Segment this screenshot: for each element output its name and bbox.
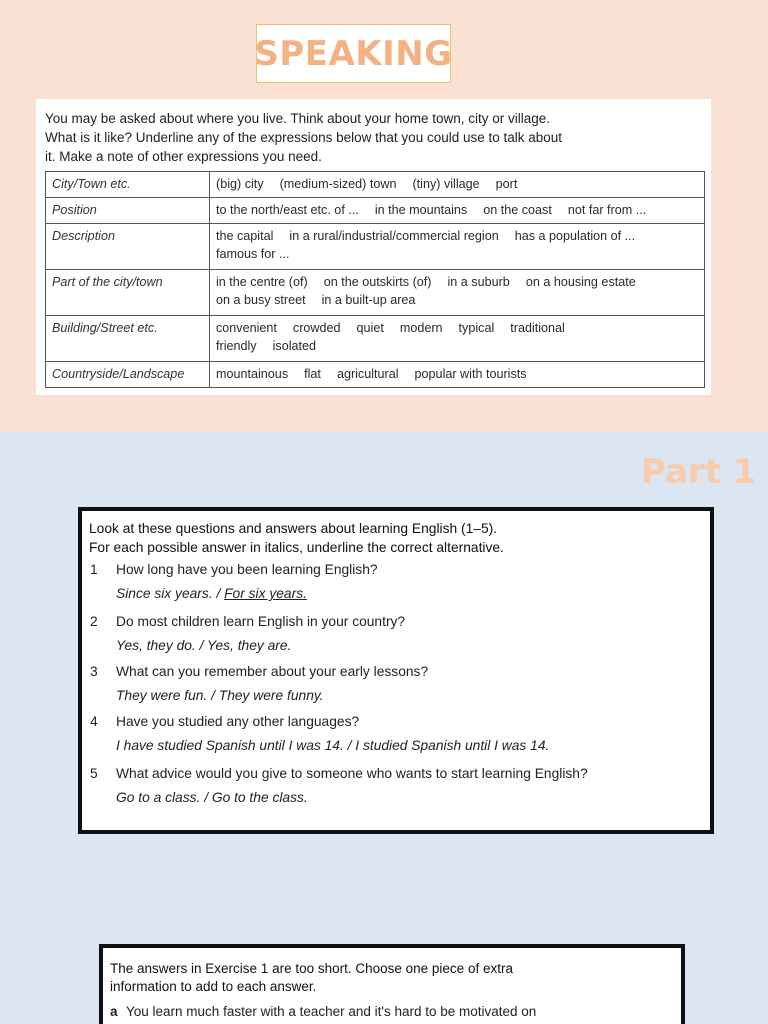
answer-separator: /: [207, 688, 219, 703]
top-panel: [0, 0, 768, 432]
exercise-2-heading-line2: information to add to each answer.: [110, 979, 317, 994]
table-row: [46, 198, 705, 224]
answer-option: They were fun.: [116, 688, 208, 703]
vocabulary-worksheet: [36, 99, 711, 395]
expression: typical: [458, 321, 495, 335]
expression: convenient: [216, 321, 277, 335]
question-number: 2: [90, 614, 98, 629]
expression: in a rural/industrial/commercial region: [289, 229, 499, 243]
expression: in a suburb: [447, 275, 510, 289]
question-text: What advice would you give to someone who wants to start learning English?: [116, 766, 588, 781]
answer-option: Yes, they are.: [207, 638, 292, 653]
expression: crowded: [292, 321, 341, 335]
category-cell: City/Town etc.: [46, 172, 210, 198]
question-text: Have you studied any other languages?: [116, 714, 360, 729]
expression: quiet: [356, 321, 384, 335]
expressions-cell: [210, 270, 705, 316]
answer-option: Since six years.: [116, 586, 213, 601]
expression: flat: [304, 367, 321, 381]
answer-option: I studied Spanish until I was 14.: [355, 738, 550, 753]
category-cell: Description: [46, 224, 210, 270]
table-row: [46, 172, 705, 198]
expression: in the mountains: [374, 203, 468, 217]
expression: (medium-sized) town: [279, 177, 397, 191]
question-2: [90, 613, 405, 631]
answer-separator: /: [343, 738, 356, 753]
question-text: Do most children learn English in your country?: [116, 614, 406, 629]
expressions-cell: [210, 224, 705, 270]
category-cell: Countryside/Landscape: [46, 362, 210, 388]
answer-options: [116, 586, 307, 601]
answer-options: [116, 688, 324, 703]
exercise-1-heading-line1: Look at these questions and answers about learning English (1–5).: [89, 521, 498, 536]
expression: modern: [399, 321, 443, 335]
category-cell: Building/Street etc.: [46, 316, 210, 362]
question-number: 5: [90, 766, 98, 781]
exercise-2-box: [99, 944, 685, 1024]
page-title: SPEAKING: [254, 33, 453, 74]
question-1: [90, 561, 378, 579]
expressions-cell: [210, 172, 705, 198]
expressions-cell: [210, 198, 705, 224]
answer-option: Go to a class.: [116, 790, 201, 805]
expression: on the outskirts (of): [323, 275, 432, 289]
category-cell: Position: [46, 198, 210, 224]
expression: in the centre (of): [216, 275, 308, 289]
question-text: How long have you been learning English?: [116, 562, 378, 577]
question-number: 1: [90, 562, 98, 577]
category-cell: Part of the city/town: [46, 270, 210, 316]
exercise-1-box: [78, 507, 714, 834]
answer-separator: /: [200, 790, 212, 805]
table-row: [46, 270, 705, 316]
answer-options: [116, 738, 549, 753]
part-label: Part 1: [641, 452, 757, 492]
expression: on a housing estate: [525, 275, 636, 289]
expression: in a built-up area: [321, 293, 416, 307]
vocabulary-table: [45, 171, 705, 388]
item-letter: a: [110, 1004, 118, 1019]
table-row: [46, 224, 705, 270]
exercise-2-heading: [110, 960, 513, 996]
expression: the capital: [216, 229, 274, 243]
answer-separator: /: [195, 638, 208, 653]
exercise-2-item-a: [110, 1004, 536, 1019]
expression: to the north/east etc. of ...: [216, 203, 359, 217]
answer-option: Go to the class.: [211, 790, 308, 805]
answer-option: I have studied Spanish until I was 14.: [116, 738, 344, 753]
intro-text: You may be asked about where you live. Think about your home town, city or village. What is it like? Underline any of the expressions below that you could use to talk about it. Make a note of other expressions you need.: [45, 111, 563, 164]
expression: port: [495, 177, 518, 191]
expression: (tiny) village: [412, 177, 480, 191]
question-3: [90, 663, 428, 681]
answer-option: They were funny.: [218, 688, 324, 703]
table-row: [46, 316, 705, 362]
expression: (big) city: [216, 177, 264, 191]
question-number: 4: [90, 714, 98, 729]
exercise-1-heading-line2: For each possible answer in italics, underline the correct alternative.: [89, 540, 504, 555]
expression: on a busy street: [216, 293, 306, 307]
expression: friendly: [216, 339, 257, 353]
expressions-cell: [210, 362, 705, 388]
expressions-cell: [210, 316, 705, 362]
question-number: 3: [90, 664, 98, 679]
expression: isolated: [272, 339, 317, 353]
question-text: What can you remember about your early lessons?: [116, 664, 429, 679]
expression: has a population of ...: [514, 229, 636, 243]
table-row: [46, 362, 705, 388]
title-box: [256, 24, 451, 83]
answer-options: [116, 790, 308, 805]
expression: agricultural: [336, 367, 399, 381]
answer-options: [116, 638, 291, 653]
answer-option: For six years.: [224, 586, 307, 601]
expression: famous for ...: [216, 247, 290, 261]
expression: not far from ...: [567, 203, 647, 217]
exercise-1-heading: [89, 519, 504, 557]
answer-option: Yes, they do.: [116, 638, 196, 653]
question-5: [90, 765, 588, 783]
item-text: You learn much faster with a teacher and it's hard to be motivated on: [126, 1004, 537, 1019]
expression: mountainous: [216, 367, 289, 381]
question-4: [90, 713, 359, 731]
expression: on the coast: [483, 203, 552, 217]
expression: popular with tourists: [414, 367, 527, 381]
answer-separator: /: [212, 586, 225, 601]
expression: traditional: [510, 321, 565, 335]
exercise-2-heading-line1: The answers in Exercise 1 are too short. Choose one piece of extra: [110, 961, 513, 976]
